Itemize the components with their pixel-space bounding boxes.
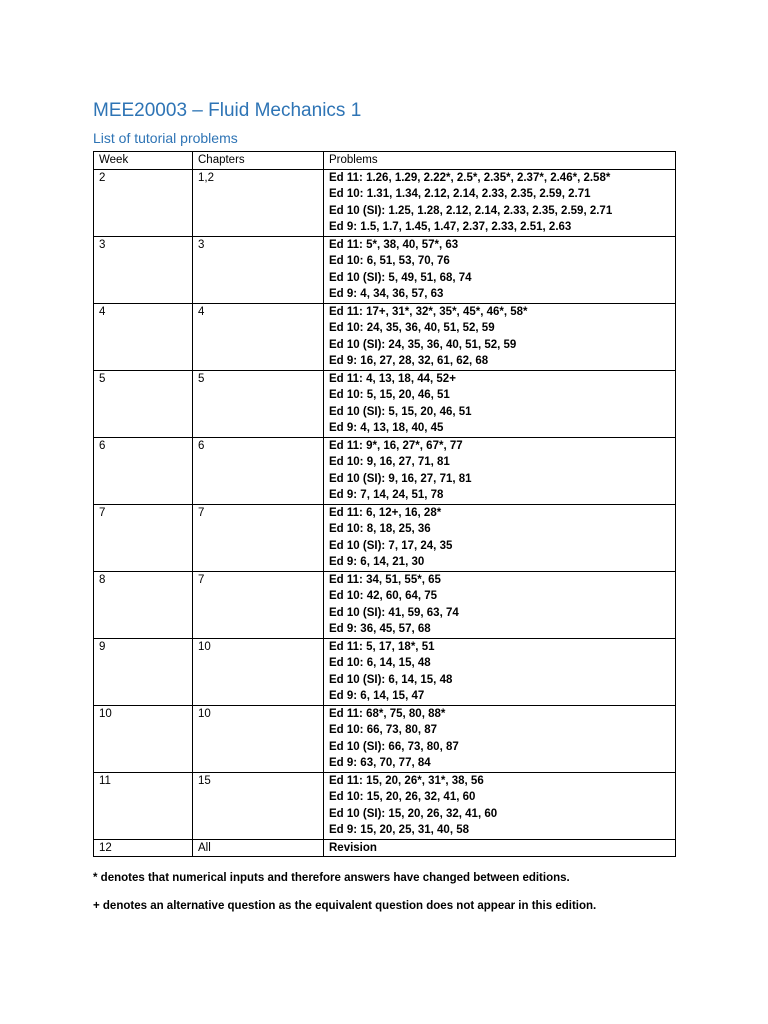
table-row xyxy=(94,504,676,571)
problem-line: Ed 10 (SI): 24, 35, 36, 40, 51, 52, 59 xyxy=(329,338,517,351)
table-row xyxy=(94,772,676,839)
problem-line: Ed 9: 63, 70, 77, 84 xyxy=(329,757,431,769)
week-cell: 12 xyxy=(94,839,193,857)
problem-line: Ed 10: 8, 18, 25, 36 xyxy=(329,523,431,535)
problem-line: Ed 11: 34, 51, 55*, 65 xyxy=(329,573,441,586)
table-row xyxy=(94,169,676,236)
problems-cell xyxy=(324,236,676,303)
table-row xyxy=(94,370,676,437)
table-row xyxy=(94,638,676,705)
problems-cell xyxy=(324,772,676,839)
tutorial-problems-table xyxy=(93,151,676,857)
problems-cell xyxy=(324,437,676,504)
problem-line: Ed 10: 42, 60, 64, 75 xyxy=(329,590,438,602)
problem-line: Ed 11: 6, 12+, 16, 28* xyxy=(329,506,442,519)
problem-line: Ed 10 (SI): 5, 15, 20, 46, 51 xyxy=(329,405,472,418)
problem-line: Ed 10: 6, 51, 53, 70, 76 xyxy=(329,255,450,267)
problem-line: Ed 9: 16, 27, 28, 32, 61, 62, 68 xyxy=(329,355,489,367)
problems-cell xyxy=(324,370,676,437)
chapters-cell: 5 xyxy=(193,370,324,437)
chapters-cell: 10 xyxy=(193,705,324,772)
problem-line: Ed 9: 36, 45, 57, 68 xyxy=(329,623,431,635)
problem-line: Ed 10: 66, 73, 80, 87 xyxy=(329,724,438,736)
problem-line: Ed 10: 1.31, 1.34, 2.12, 2.14, 2.33, 2.35, 2.59, 2.71 xyxy=(329,188,591,200)
problems-cell xyxy=(324,504,676,571)
note-plus: + denotes an alternative question as the equivalent question does not appear in this edition. xyxy=(93,900,597,912)
table-body xyxy=(94,169,676,857)
note-asterisk: * denotes that numerical inputs and therefore answers have changed between editions. xyxy=(93,872,570,884)
week-cell: 11 xyxy=(94,772,193,839)
table-row xyxy=(94,839,676,857)
problems-cell xyxy=(324,839,676,857)
week-cell: 8 xyxy=(94,571,193,638)
chapters-cell: 4 xyxy=(193,303,324,370)
header-week: Week xyxy=(94,152,193,170)
chapters-cell: 15 xyxy=(193,772,324,839)
problem-line: Ed 9: 6, 14, 15, 47 xyxy=(329,690,425,702)
week-cell: 3 xyxy=(94,236,193,303)
page-title: MEE20003 – Fluid Mechanics 1 xyxy=(93,100,362,121)
problem-line: Ed 10: 15, 20, 26, 32, 41, 60 xyxy=(329,791,476,803)
problem-line: Ed 9: 1.5, 1.7, 1.45, 1.47, 2.37, 2.33, 2.51, 2.63 xyxy=(329,221,572,233)
problem-line: Ed 10: 24, 35, 36, 40, 51, 52, 59 xyxy=(329,322,495,334)
problem-line: Ed 11: 15, 20, 26*, 31*, 38, 56 xyxy=(329,774,484,787)
problem-line: Ed 11: 68*, 75, 80, 88* xyxy=(329,707,446,720)
table-row xyxy=(94,571,676,638)
problems-cell xyxy=(324,169,676,236)
table-row xyxy=(94,236,676,303)
week-cell: 7 xyxy=(94,504,193,571)
problems-cell xyxy=(324,303,676,370)
problem-line: Ed 11: 17+, 31*, 32*, 35*, 45*, 46*, 58* xyxy=(329,305,528,318)
week-cell: 10 xyxy=(94,705,193,772)
problem-line: Ed 10 (SI): 66, 73, 80, 87 xyxy=(329,740,459,753)
problems-cell xyxy=(324,571,676,638)
problems-cell xyxy=(324,638,676,705)
problem-line: Ed 11: 1.26, 1.29, 2.22*, 2.5*, 2.35*, 2.37*, 2.46*, 2.58* xyxy=(329,171,611,184)
chapters-cell: 3 xyxy=(193,236,324,303)
chapters-cell: 7 xyxy=(193,571,324,638)
problem-line: Ed 9: 4, 34, 36, 57, 63 xyxy=(329,288,444,300)
week-cell: 2 xyxy=(94,169,193,236)
problem-line: Ed 9: 15, 20, 25, 31, 40, 58 xyxy=(329,824,470,836)
table-row xyxy=(94,705,676,772)
problem-line: Revision xyxy=(329,841,377,854)
problem-line: Ed 9: 7, 14, 24, 51, 78 xyxy=(329,489,444,501)
problem-line: Ed 10 (SI): 41, 59, 63, 74 xyxy=(329,606,459,619)
week-cell: 9 xyxy=(94,638,193,705)
problem-line: Ed 10 (SI): 9, 16, 27, 71, 81 xyxy=(329,472,472,485)
problem-line: Ed 10: 9, 16, 27, 71, 81 xyxy=(329,456,450,468)
problem-line: Ed 11: 5, 17, 18*, 51 xyxy=(329,640,435,653)
table-row xyxy=(94,437,676,504)
problems-cell xyxy=(324,705,676,772)
problem-line: Ed 11: 5*, 38, 40, 57*, 63 xyxy=(329,238,459,251)
problem-line: Ed 10 (SI): 1.25, 1.28, 2.12, 2.14, 2.33, 2.35, 2.59, 2.71 xyxy=(329,204,613,217)
problem-line: Ed 10 (SI): 5, 49, 51, 68, 74 xyxy=(329,271,472,284)
problem-line: Ed 10: 6, 14, 15, 48 xyxy=(329,657,431,669)
problem-line: Ed 11: 9*, 16, 27*, 67*, 77 xyxy=(329,439,463,452)
problem-line: Ed 10: 5, 15, 20, 46, 51 xyxy=(329,389,450,401)
problem-line: Ed 10 (SI): 15, 20, 26, 32, 41, 60 xyxy=(329,807,498,820)
chapters-cell: All xyxy=(193,839,324,857)
chapters-cell: 7 xyxy=(193,504,324,571)
header-chapters: Chapters xyxy=(193,152,324,170)
chapters-cell: 1,2 xyxy=(193,169,324,236)
problem-line: Ed 9: 6, 14, 21, 30 xyxy=(329,556,425,568)
problem-line: Ed 10 (SI): 7, 17, 24, 35 xyxy=(329,539,453,552)
week-cell: 4 xyxy=(94,303,193,370)
week-cell: 6 xyxy=(94,437,193,504)
week-cell: 5 xyxy=(94,370,193,437)
table-header xyxy=(94,152,676,170)
table-header-row xyxy=(94,152,676,170)
problem-line: Ed 10 (SI): 6, 14, 15, 48 xyxy=(329,673,453,686)
problem-line: Ed 9: 4, 13, 18, 40, 45 xyxy=(329,422,444,434)
page-subtitle: List of tutorial problems xyxy=(93,130,238,146)
chapters-cell: 6 xyxy=(193,437,324,504)
chapters-cell: 10 xyxy=(193,638,324,705)
table-row xyxy=(94,303,676,370)
header-problems: Problems xyxy=(324,152,676,170)
problem-line: Ed 11: 4, 13, 18, 44, 52+ xyxy=(329,372,456,385)
